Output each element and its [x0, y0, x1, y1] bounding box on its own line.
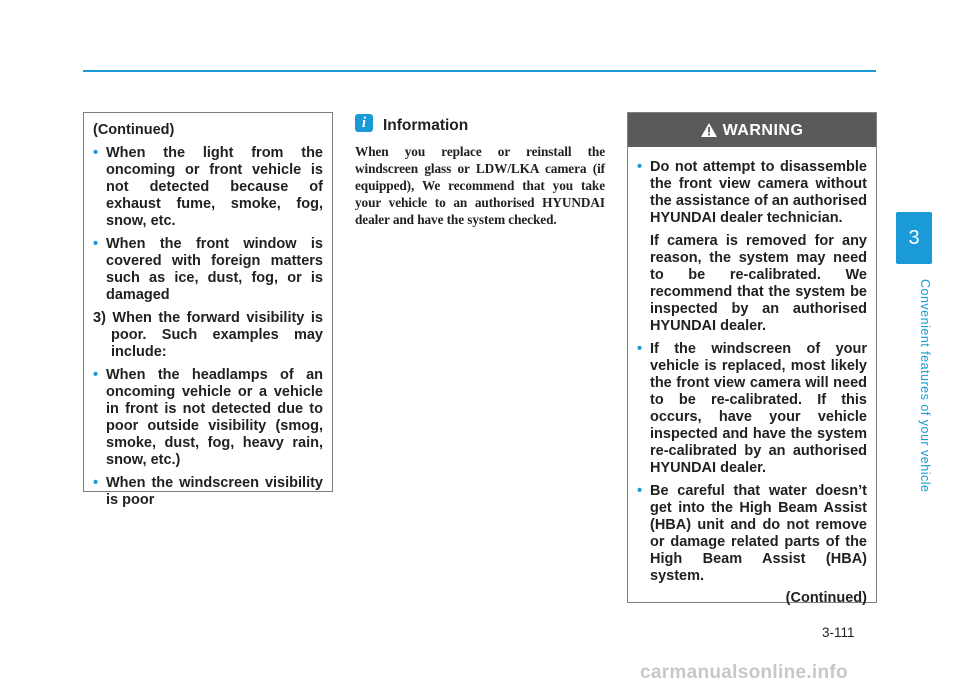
- information-title: Information: [383, 117, 469, 134]
- info-icon: i: [355, 114, 373, 132]
- list-item: • When the light from the oncoming or front vehicle is not detected because of exhaust fume, smoke, fog, snow, etc.: [93, 145, 323, 229]
- warning-box: [627, 112, 877, 606]
- page-number: 3-111: [822, 625, 855, 640]
- list-item: • Do not attempt to disassemble the front view camera without the assistance of an authorised HYUNDAI dealer technician. If camera is removed for any reason, the system may need to be re-calibrated. We recommend that the system be inspected by an authorised HYUNDAI dealer.: [637, 159, 867, 334]
- list-item: • When the headlamps of an oncoming vehicle or a vehicle in front is not detected due to poor outside visibility (smog, smoke, dust, fog, heavy rain, snow, etc.): [93, 367, 323, 468]
- bullet-icon: •: [93, 475, 99, 491]
- bullet-icon: •: [637, 341, 643, 357]
- bullet-list-a: [93, 145, 323, 304]
- bullet-icon: •: [93, 367, 99, 383]
- list-item: • Be careful that water doesn’t get into the High Beam Assist (HBA) unit and do not remove or damage related parts of the High Beam Assist (HBA) system.: [637, 483, 867, 584]
- information-section: [355, 112, 605, 228]
- warning-list: [637, 159, 867, 585]
- list-item: • When the windscreen visibility is poor: [93, 475, 323, 508]
- numbered-item: 3) When the forward visibility is poor. Such examples may include:: [93, 310, 323, 360]
- chapter-number: 3: [908, 227, 920, 249]
- bullet-icon: •: [93, 236, 99, 252]
- bullet-icon: •: [93, 145, 99, 161]
- continued-label: (Continued): [93, 122, 175, 138]
- bullet-icon: •: [637, 159, 643, 175]
- list-item: • When the front window is covered with foreign matters such as ice, dust, fog, or is damaged: [93, 236, 323, 303]
- top-rule: [83, 70, 876, 72]
- chapter-tab: [896, 212, 932, 264]
- bullet-icon: •: [637, 483, 643, 499]
- continued-label: (Continued): [785, 590, 867, 606]
- warning-header: [628, 113, 876, 147]
- warning-subparagraph: If camera is removed for any reason, the system may need to be re-calibrated. We recommend that the system be inspected by an authorised HYUNDAI dealer.: [650, 233, 867, 334]
- watermark: carmanualsonline.info: [640, 662, 848, 683]
- warning-title: WARNING: [722, 121, 804, 139]
- continued-notes-box: [83, 112, 333, 508]
- information-body: When you replace or reinstall the windscreen glass or LDW/LKA camera (if equipped), We recommend that you take your vehicle to an authorised HYUNDAI dealer and have the system checked.: [355, 144, 605, 227]
- bullet-list-b: [93, 367, 323, 509]
- list-item: • If the windscreen of your vehicle is replaced, most likely the front view camera will need to be re-calibrated. If this occurs, have your vehicle inspected and have the system re-calibrated by an authorised HYUNDAI dealer.: [637, 341, 867, 476]
- information-header: [355, 112, 605, 140]
- warning-triangle-icon: [701, 123, 717, 137]
- warning-body: [628, 147, 876, 607]
- section-title: Convenient features of your vehicle: [918, 279, 932, 493]
